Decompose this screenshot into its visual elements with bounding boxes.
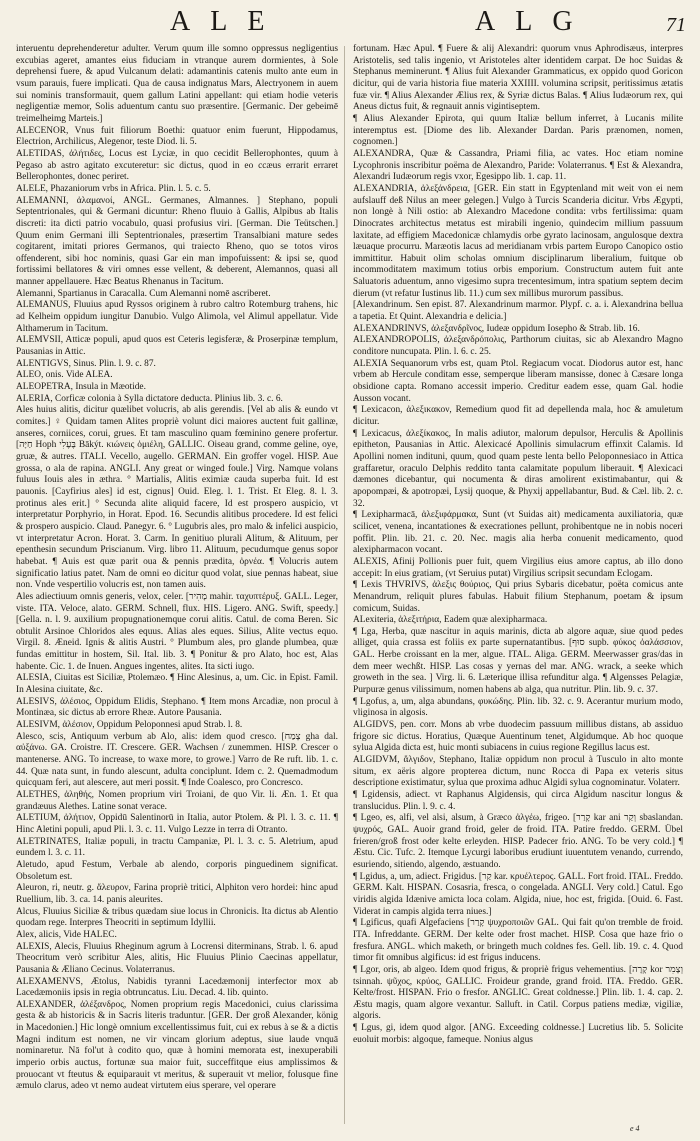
page-number: 71 (666, 14, 686, 36)
entry-alexis: ALEXIS, Afinij Pollionis puer fuit, quem Virgilius eius amore captus, ab illo dono accepit: In eius gratiam, (vt Seruius putat) Virgilius scripsit secundam Eclogam. (353, 556, 683, 579)
entry-alexandrinus: ALEXANDRINVS, ἀλεξανδρῖνος, Iudeæ oppidum Iosepho & Strab. lib. 16. (353, 323, 640, 334)
entry-alexiteria: ALexiteria, ἀλεξιτήρια, Eadem quæ alexipharmaca. (353, 615, 548, 626)
column-divider (344, 46, 345, 1124)
entry-algidus-mons: ALGIDVS, pen. corr. Mons ab vrbe duodecim passuum millibus distans, ab assiduo frigore sic dictus. Horatius, Quæque Auentinum tenet, Algidumque. Ab hoc quoque sylua Algida dicta est, huic monti subiacens in cuius regione Regillus lacus est. (353, 720, 683, 754)
entry-alele: ALELE, Phazaniorum vrbs in Africa. Plin. l. 5. c. 5. (16, 183, 211, 194)
entry-alecenor: ALECENOR, Vnus fuit filiorum Boethi: quatuor enim fuerunt, Hippodamus, Electrion, Archilicus, Alegenor, teste Diod. li. 5. (16, 125, 338, 148)
entry-alemusii: ALEMVSII, Atticæ populi, apud quos est Ceteris legisferæ, & Proserpinæ templum, Pausanias in Attic. (16, 335, 338, 358)
entry-aletudo: Aletudo, apud Festum, Verbale ab alendo, corporis pinguedinem significat. Obsoletum est. (16, 859, 338, 882)
header-left-word: ALE (170, 6, 285, 37)
entry-algor: ¶ Lgor, oris, ab algeo. Idem quod frigus, & propriè frigus vehementius. [קָרָה kor וְצָמִר tsinnah. ψῦχος, κρύος, GALLIC. Froideur grande, grand froid. ITA. Freddo. GER. Kelte/frost. HISPAN. Frio o fresfor. ANGLIC. Great coldnesse.] Plin. lib. 1. 4. cap. 2. Æstu magis, quam algore vexantur. Salluft. in Catil. Corpus patiens mediæ, vigiliæ, algoris. (353, 964, 683, 1022)
entry-alexandria: ALEXANDRIA, ἀλεξάνδρεια, [GER. Ein statt in Egyptenland mit weit von ei nem aufslauff deß Nilus an meer gelegen.] Vulgo à Turcis Scanderia dicitur. Vrbs Ægypti, non longè à Nili ostio: ab Alexandro Macedone condita: vrbs fertilissima: quam Dinocrates architectus metatus est mirabili ingenio, quindecim millium passuum laxitate, ad effigiem Macedonicæ chlamydis orbe gyrato lacinosam, angulosque dextra læuaque procurru. Maræotis lacus ad meridianam vrbis partem Europo Canopico ostio immittitur. Habuit olim scholas omnium disciplinarum liberalium, fuitque ob incommoditatem maximum totius orbis emporium. Constructum autem fuit ante Saluatoris aduentum, anno vigesimo supra trecentesimum, intra spatium septem decim dierum (vt refatur Iustinus lib. 11.) cum sex millibus murorum passibus. (353, 183, 683, 299)
entry-algidum: ALGIDVM, ἄλγιδον, Stephano, Italiæ oppidum non procul à Tusculo in alto monte situm, ex aëris algore propterea dictum, nunc Rocca di Papa ex veteris situs descriptione existimatur, sylua que proxima adhuc Algidi sylua cognominatur. Volaterr. (353, 755, 683, 789)
entry-aleo: ALEO, onis. Vide ALEA. (16, 370, 113, 381)
entry-alemanni: ALEMANNI, ἀλαμανοί, ANGL. Germanes, Almannes. ] Stephano, populi Septentrionales, qui & Germani dicuntur: Rheno fluuio à Gallis, Alpibus ab Italis discreti: ita dicti patrio vocabulo, quasi profusius viri. [German. Die Teütschen.] Quum enim Germani illi Septentrionales, præsertim Transalbiani mature sedes cogitarent, imitati priores Germanos, qui traiecto Rheno, quo se totos viros offenderent, sibi hoc nominis, quasi Gar ein man impofuissent: & ipsi se, quod fortissimi bellatores & viri omnes esse vellent, & deberent, Alemannos, quasi all manner appellauere. Hæc Beatus Rhenanus in Tacitum. (16, 195, 338, 288)
right-column (353, 44, 683, 1124)
entry-ales-adj: Ales adiectiuum omnis generis, velox, celer. [מָהִיר mahir. ταχυπτέρυξ. GALL. Leger, viste. ITA. Veloce, alato. GERM. Schnell, flux. HIS. Ligero. ANG. Swift, speedy.] [Gella. n. l. 9. auxilium propugnationemque corui alitis. Catul. de coma Beren. Sic obtulit Arsinoe Chloridos ales equus. Alias ales eques. Silius, Alite vectus equo. Virgil. 8. Æneid. Ignis & alitis Austri. ° Plumbum ales, pro glande plumbea, quæ fundas emittitur in hostem, Sil. Ital. lib. 3. ¶ Ponitur & pro Alato, hoc est, Alas habente. Cic. 1. de Inuen. Angues ingentes, alites. Ita sicti iugo. (16, 591, 338, 672)
entry-alesium: ALESIVM, ἀλέσιον, Oppidum Peloponnesi apud Strab. l. 8. (16, 720, 243, 731)
left-column (16, 44, 338, 1124)
entry-aleuron: Aleuron, ri, neutr. g. ἄλευρον, Farina propriè tritici, Alphiton vero hordei: hinc apud Ruellium, lib. 3. ca. 14. panis aleurites. (16, 883, 338, 905)
entry-alexipharmaca: ¶ Lexipharmacā, ἀλεξιφάρμακα, Sunt (vt Suidas ait) medicamenta auxiliatoria, quæ scilicet, venena, incantationes & execrationes pellunt, prohibentque ne in nobis noceri poffit. Plin. lib. 21. c. 20. Nec. magis alia herba conuenit medicamento, quod alexipharmacon vocant. (353, 510, 683, 556)
entry-aleria: ALERIA, Corficæ colonia à Sylla dictatore deducta. Plinius lib. 3. c. 6. (16, 393, 283, 404)
entry-alemanni-2: Alemanni, Spartianus in Caracalla. Cum Alemanni nomē ascriberet. (16, 288, 271, 299)
entry-alemanus: ALEMANUS, Fluuius apud Ryssos originem à rubro caltro Rotemburg trahens, hic ad Kelheim oppidum iungitur Danubio. Vulgo Alimola, vel Alimul appellatur. Vide Althamerum in Tacitum. (16, 300, 338, 334)
header-right-word: ALG (475, 6, 593, 37)
entry-alesia: ALESIA, Ciuitas est Siciliæ, Ptolemæo. ¶ Hinc Alesinus, a, um. Cic. in Epist. Famil. In Alesina ciuitate, &c. (16, 673, 338, 696)
entry-algus: ¶ Lgus, gi, idem quod algor. [ANG. Exceeding coldnesse.] Lucretius lib. 5. Solicite euoluit morbis: algoque, fameque. Nonius algus (353, 1023, 683, 1045)
entry-aleopetra: ALEOPETRA, Insula in Mæotide. (16, 382, 146, 393)
entry-aletidas: ALETIDAS, ἀλήτιδες, Locus est Lyciæ, in quo cecidit Bellerophontes, quum à Pegaso ab astro agitato excuteretur: sic dictus, quod in eo ccæus errarit erraret Bellerophontes, donec periret. (16, 148, 338, 183)
entry-alentigus: ALENTIGVS, Sinus. Plin. l. 9. c. 87. (16, 358, 156, 369)
entry-alexicacon: ¶ Lexicacon, ἀλεξικακον, Remedium quod fit ad depellenda mala, hoc & amuletum dicitur. (353, 405, 683, 427)
entry-algificus: ¶ Lgificus, quafi Algefaciens [קָרַר ψυχροποιῶν GAL. Qui fait qu'on tremble de froid. ITA. Infreddante. GERM. Der kelte oder frost machet. HISP. Cosa que haze frio o fresfura. ANGL. which maketh, or bringeth much coldnes fes. Gell. lib. 19. c. 4. Quod timor fit omnibus algificus: id est frigus inducens. (353, 918, 683, 964)
entry-alexandrinum: [Alexandrinum. Sen epist. 87. Alexandrinum marmor. Plypf. c. a. i. Alexandrina bellua a tapetia. Et Quint. Alexandria e delicia.] (353, 300, 683, 323)
entry-alesco: Alesco, scis, Antiquum verbum ab Alo, alis: idem quod cresco. [צָמַח gha dal. αὐξάνω. GA. Croistre. IT. Crescere. GER. Wachsen / zunemmen. HISP. Crescer o mantenerse. ANG. To increase, to waxe more, to growe.] Varro de Re ruft. lib. 1. c. 44. Quæ nata sunt, in fundo alescunt, adulta conciplunt. Idem c. 2. Quemadmodum quicquam feri, aut alescere, aut meri possit. ¶ Inde Coalesco, pro Concresco. (16, 731, 338, 789)
entry-paragraph: interuentu deprehenderetur adulter. Verum quum ille somno oppressus negligentius excubias ageret, amantes eius fiduciam in vtranque aurem dormientes, à Sole deprehensi fuere, & apud Vulcanum delati: adamantinis catenis multo ante eum in vsum parauis, fuere implicati. Qua de causa indignatus Mars, Alectryonem in auem sui nominis transformauit, quem gallum Latini appellant: qui etiam hodie veteris negligentiæ memor, Solis aduentum cantu suo præsentire. [Germanic. Der gebeimē treimelheimg Marteis.] (16, 44, 338, 124)
entry-alexis-thurius: ¶ Lexis THVRIVS, ἀλεξις θούριος, Qui prius Sybaris dicebatur, poëta comicus ante Menandrum, reliquit plures fabulas. Habuit filium Stephanum, poetam & ipsum comicum, Suidas. (353, 580, 683, 614)
entry-alexandropolis: ALEXANDROPOLIS, ἀλεξανδρόπολις, Parthorum ciuitas, sic ab Alexandro Magno conditore nuncupata. Plin. l. 6. c. 25. (353, 335, 683, 358)
entry-alethes: ALETHES, ἀληθής, Nomen proprium viri Troiani, de quo Vir. li. Æn. 1. Et qua grandæuus Alethes. Latine sonat verace. (16, 790, 338, 812)
entry-paragraph: fortunam. Hæc Apul. ¶ Fuere & alij Alexandri: quorum vnus Aphrodisæus, interpres Aristotelis, sed talis ingenio, vt Aristoteles alter identidem carpat. De hoc Suidas & Stephanus meminerunt. ¶ Alius fuit Alexander Grammaticus, ex oppido quod Goricon dicitur, qui de varia historia fiue materia XXIIII. volumina scripsit, peritissimus ætatis fuæ vir. ¶ Alius Alexander Ælius rex, & Syriæ dictus Balas. ¶ Alius Iudæorum rex, qui Aneus dictus fuit, & regnauit annis vigintiseptem. (353, 44, 683, 113)
entry-alexandra: ALEXANDRA, Quæ & Cassandra, Priami filia, ac vates. Hoc etiam nomine Lycophronis inscribitur poëma de Alexandro, Paride: Volaterranus. ¶ Est & Alexandra, Alexandri Iudæorum regis vxor, Egesippo lib. 1. cap. 11. (353, 148, 683, 183)
entry-algeo: ¶ Lgeo, es, alfi, vel alsi, alsum, à Græco ἀλγέω, frigeo. [קָרַר kar ani וְקַר sbaslandan. ψυχρός, GAL. Auoir grand froid, geler de froid. ITA. Patire freddo. GERM. Übel frieren/groß frost oder kelte erleyden. HISP. Padecer frio. ANG. To be very cold.] ¶ Æstu. Cic. Tufc. 2. Itemque Lycurgi laboribus erudiunt iuuentutem venando, currendo, esuriendo, sitiendo, algendo, æstuando. (353, 813, 683, 870)
entry-alexamenus: ALEXAMENVS, Ætolus, Nabidis tyranni Lacedæmonij interfector mox ab Lacedæmoniis ipsis in regia obtruncatus. Liu. Decad. 4. lib. quinto. (16, 976, 338, 999)
running-header (0, 6, 700, 40)
entry-alexia: ALEXIA Sequanorum vrbs est, quam Ptol. Regiacum vocat. Diodorus autor est, hanc vrbem ab Hercule conditam esse, semperque liberam mansisse, donec à Cæsare longa obsidione capta. Romano accessit imperio. Creditur eadem esse, quam Gal. hodie Ausson vocant. (353, 358, 683, 404)
entry-algidensis: ¶ Lgidensis, adiect. vt Raphanus Algidensis, qui circa Algidum nascitur longus & translucidus. Plin. l. 9. c. 4. (353, 790, 683, 812)
entry-alexander: ALEXANDER, ἀλέξανδρος, Nomen proprium regis Macedonici, cuius clarissima gesta & ab historicis & in Sacris literis traduntur. [GER. Der groß Alexander, könig in Macedonien.] Hic longè omnium excellentissimus fuit, cui ex rebus à se & a dictis Magni inditum est nomen, ne vir vincam glorium adeptus, siue laude vnquā nominaretur. Nā fol'ut à codito quo, quæ à homini memorata est, inexuperabili imperio orbis auctus, fortunæ sua maior fuit, succeffitque eius amplissimos & prouocant vt fteutus & equiparauit vt meritus, & superauit vt melior, folusque fine æmulo clarus, adeo vt nemo audeat virtutem eius sperare, vel operare (16, 999, 338, 1092)
entry-alexander-epirota: ¶ Alius Alexander Epirota, qui quum Italiæ bellum inferret, à Lucanis milite interemptus est. [Diome des lib. Alexander Dardan. Paris prænomen, nomen, cognomen.] (353, 113, 683, 148)
entry-ales-noun: Ales huius alitis, dicitur quælibet volucris, ab alis gerendis. [Vel ab alis & eundo vt comites.] ♀ Quidam tamen Alites propriè volunt dici maiores auctent fuit gallinæ, anseres, corniices, corui, grues. Et tam masculino quam fœminino genere profertur. [חַיָּה Hoph בֶּעֶלִי Bākýt. κιώνεις ὁμιέλη, GALLIC. Oiseau grand, comme geline, oye, gruæ, & autres. ITALI. Vecello, augello. GERMAN. Ein groffer vogel. HISP. Aue grossa, o ala de rapina. ANGLI. Any great or winged foule.] Virg. Namque volans fuluus Iouis ales in æthra. ° Martialis, Alitis eximiæ cauda superba fuit. Id est pauonis. [Cayfirius ales] id est, cignus] Ouid. Eleg. l. 1. Trist. Et Eleg. 8. l. 3. protinus ales erit.] ° Secunda alite aliquid facere, Id est prospero auspicio, vt interpretatur Porphyrio, in Horat. Epod. 16. Secundis alitibus procedere. Id est felici & prospero auspicio. Claud. Panegyr. 6. ° Lugubris ales, pro malo & infelici auspicio, vt interpretatur Acron. Horat. 3. Carm. In genitiuo plurali Alitum, & Alituum, per epenthesin secundum Priscianum. Virg. libro 11. Alituum, pecudumque genus sopor habebat. ¶ Auis est quæ parit oua & pennis prædita, ὀρνέα. ¶ Volucris autem significatio latius patet. Nam de omni eo dicitur quod volat, siue pennas habeat, siue non. Vnde vespertilio volucris est, non tamen auis. (16, 405, 338, 591)
entry-aletrinates: ALETRINATES, Italiæ populi, in tractu Campaniæ, Pl. l. 3. c. 5. Aletrium, apud eundem l. 3. c. 11. (16, 836, 338, 859)
entry-alesius: ALESIVS, ἀλέσιος, Oppidum Elidis, Stephano. ¶ Item mons Arcadiæ, non procul à Montinæa, sic dictus ab errore Rheæ. Autore Pausania. (16, 696, 338, 719)
entry-alexis-river: ALEXIS, Alecis, Fluuius Rheginum agrum à Locrensi diterminans, Strab. l. 6. apud Theocritum verò scribitur Ales, alitis, Hic Fluuius Plinio Caecinas appellatur, Pausania & Æliano Cecinus. Volaterranus. (16, 941, 338, 975)
entry-aletium: ALETIUM, ἀλήτιον, Oppidū Salentinorū in Italia, autor Ptolem. & Pl. l. 3. c. 11. ¶ Hinc Aletini populi, apud Pli. l. 3. c. 11. Vulgo Lezze in terra di Otranto. (16, 813, 338, 835)
entry-alga: ¶ Lga, Herba, quæ nascitur in aquis marinis, dicta ab algore aquæ, siue quod pedes alliget, quia crassa est foliis ex parte supernatantibus. [סוּף supb. φύκος ὀαλάσσιον, GAL. Herbe croissant en la mer, algue. ITAL. Aliga. GERM. Meerwasser gras/das in dem meer wechßt. HISP. Las cosas y yernas del mar. ANG. wrack, a seeke which groweth in the sea. ] Virg. li. 6. Læterique illisa refunditur alga. ¶ Algensses Pelagiæ, Purpuræ genus vilissimum, nomen habens ab alga, qua nutritur. Plin. lib. 9. c. 37. (353, 626, 683, 696)
entry-alex: Alex, alicis, Vide HALEC. (16, 929, 117, 940)
entry-algosus: ¶ Lgofus, a, um, alga abundans, φυκώδης. Plin. lib. 32. c. 9. Acerantur murium modo, vliginosa in algosis. (353, 696, 683, 719)
signature-mark: e 4 (630, 1124, 640, 1133)
entry-alcus: Alcus, Fluuius Siciliæ & tribus quædam siue locus in Chronicis. Ita dictus ab Alentio quodam rege. Interpres Theocriti in septimum Idyllii. (16, 906, 338, 929)
entry-alexicacus: ¶ Lexicacus, ἀλεξίκακος, In malis adiutor, malorum depulsor, Herculis & Apollinis epitheton, Pausanias in Attic. Alexicacé Apollinis simulacrum effinxit Calamis. Id Apollini nomen indituni, quum, quod quam peste lenta bello Peloponnesiaco in Attica graffaretur, oraculo Delphis reddito tanta calamitate populum liberauit. ¶ Alexicaci dæmones dicebantur, qui nocumenta & diras amolirent existimabantur, qui & apopompæi, & apotropæi, Lysij quoque, & Phyxij appellabantur, Bud. & Cæl. lib. 2. c. 32. (353, 428, 683, 509)
entry-algidus-adj: ¶ Lgidus, a, um, adiect. Frigidus. [קַר kar. κρυέλτερος. GALL. Fort froid. ITAL. Freddo. GERM. Kalt. HISPAN. Cosasria, fresca, o congelada. ANGLI. Very cold.] Catul. Ego viridis algida Idænive amicta loca colam. Algida, niue, hoc est, frigida. [Ouid. 6. Fast. Viderat in campis algida terra niues.] (353, 871, 683, 917)
